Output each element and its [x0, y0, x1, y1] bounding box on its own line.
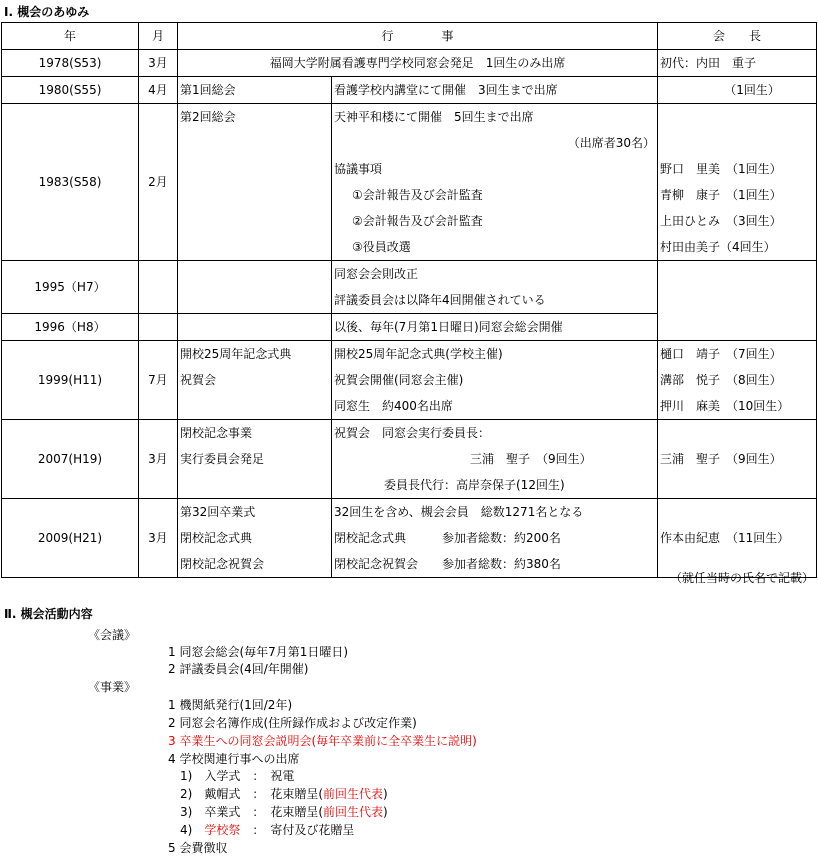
president-text: 樋口 靖子 （7回生）	[660, 347, 782, 361]
table-row	[2, 77, 817, 104]
month-cell: 7月	[139, 341, 178, 420]
year-cell: 1983(S58)	[2, 104, 139, 261]
president-cell	[658, 50, 817, 77]
list-item: 1 同窓会総会(毎年7月第1日曜日)	[168, 645, 349, 659]
president-text: 三浦 聖子 （9回生）	[660, 452, 782, 466]
jigyo-label: 《事業》	[88, 680, 137, 694]
detail-line: ①会計報告及び会計監査	[352, 188, 483, 202]
header-year: 年	[2, 23, 139, 50]
event-name: 閉校記念祝賀会	[180, 557, 265, 571]
event-detail: 看護学校内講堂にて開催 3回生まで出席	[334, 83, 558, 97]
event-detail-cell	[332, 77, 658, 104]
event-cell	[178, 50, 658, 77]
president-cell	[658, 77, 817, 104]
sub-item-highlight: 前回生代表	[323, 787, 384, 801]
month-cell: 3月	[139, 420, 178, 499]
header-event: 行 事	[178, 23, 658, 50]
list-item: 2 同窓会名簿作成(住所録作成および改定作業)	[168, 716, 417, 730]
president-text: 青柳 康子 （1回生）	[660, 188, 782, 202]
president-cell	[658, 499, 817, 578]
table-header-row	[2, 23, 817, 50]
list-item: 4 学校関連行事への出席	[168, 752, 300, 766]
table-row	[2, 50, 817, 77]
table-row	[2, 104, 817, 261]
detail-line: ②会計報告及び会計監査	[352, 214, 483, 228]
year-cell: 2007(H19)	[2, 420, 139, 499]
president-text: 上田ひとみ （3回生）	[660, 214, 782, 228]
president-cell	[658, 341, 817, 420]
sub-item-highlight: 前回生代表	[323, 805, 384, 819]
president-text: 押川 麻美 （10回生）	[660, 399, 790, 413]
president-cell	[658, 104, 817, 261]
event-name: 祝賀会	[180, 373, 217, 387]
detail-line: 三浦 聖子 （9回生）	[470, 452, 592, 466]
table-note: （就任当時の氏名で記載）	[669, 571, 814, 585]
year-cell: 1980(S55)	[2, 77, 139, 104]
list-item-highlight: 3 卒業生への同窓会説明会(毎年卒業前に全卒業生に説明)	[168, 734, 477, 748]
event-detail-cell	[332, 261, 658, 314]
sub-item	[180, 804, 388, 821]
event-detail-cell	[332, 314, 658, 341]
list-item: 5 会費徴収	[168, 841, 228, 855]
sub-item: 1) 入学式 ： 祝電	[180, 769, 295, 783]
president-text	[660, 287, 814, 313]
detail-line: 32回生を含め、槻会会員 総数1271名となる	[334, 505, 584, 519]
month-cell	[139, 261, 178, 314]
event-name-cell	[178, 104, 332, 261]
detail-line: 協議事項	[334, 162, 383, 176]
year-cell: 1995（H7）	[2, 261, 139, 314]
event-name-cell	[178, 77, 332, 104]
sub-item-text: ： 寄付及び花贈呈	[240, 823, 355, 837]
year-cell: 1978(S53)	[2, 50, 139, 77]
section2-title: Ⅱ. 槻会活動内容	[4, 607, 93, 621]
year-cell: 2009(H21)	[2, 499, 139, 578]
event-name: 第32回卒業式	[180, 505, 256, 519]
president-cell	[658, 420, 817, 499]
detail-line: 閉校記念式典 参加者総数：約200名	[334, 531, 561, 545]
detail-line: 以後、毎年(7月第1日曜日)同窓会総会開催	[334, 320, 563, 334]
president-text: 村田由美子（4回生）	[660, 240, 776, 254]
event-detail-cell	[332, 341, 658, 420]
month-cell: 2月	[139, 104, 178, 261]
detail-line: 委員長代行：高岸奈保子(12回生)	[384, 478, 565, 492]
history-table	[1, 22, 817, 578]
month-cell: 4月	[139, 77, 178, 104]
sub-item-text: )	[383, 787, 388, 801]
event-name: 第1回総会	[180, 83, 236, 97]
detail-line: （出席者30名）	[567, 136, 656, 150]
event-name-cell	[178, 314, 332, 341]
event-text: 福岡大学附属看護専門学校同窓会発足 1回生のみ出席	[269, 56, 566, 70]
sub-item-text: )	[383, 805, 388, 819]
detail-line: 天神平和楼にて開催 5回生まで出席	[334, 110, 534, 124]
president-cell	[658, 261, 817, 341]
event-detail-cell	[332, 420, 658, 499]
detail-line: 祝賀会 同窓会実行委員長：	[334, 426, 491, 440]
sub-item-text: 3) 卒業式 ： 花束贈呈(	[180, 805, 323, 819]
event-name: 閉校記念事業	[180, 426, 253, 440]
detail-line: 評議委員会は以降年4回開催されている	[334, 293, 546, 307]
event-detail-cell	[332, 104, 658, 261]
kaigi-label: 《会議》	[88, 628, 137, 642]
table-row	[2, 499, 817, 578]
event-name: 実行委員会発足	[180, 452, 265, 466]
list-item: 2 評議委員会(4回/年開催)	[168, 662, 309, 676]
header-month: 月	[139, 23, 178, 50]
sub-item-text: 4)	[180, 823, 205, 837]
table-row	[2, 341, 817, 420]
detail-line: 閉校記念祝賀会 参加者総数：約380名	[334, 557, 561, 571]
event-name: 閉校記念式典	[180, 531, 253, 545]
sub-item-highlight: 学校祭	[204, 823, 241, 837]
event-name: 開校25周年記念式典	[180, 347, 292, 361]
month-cell: 3月	[139, 499, 178, 578]
president-text: 作本由紀恵 （11回生）	[660, 531, 790, 545]
detail-line: 同窓会会則改正	[334, 267, 419, 281]
president-text: （1回生）	[724, 83, 780, 97]
table-row	[2, 261, 817, 314]
year-cell: 1996（H8）	[2, 314, 139, 341]
year-cell: 1999(H11)	[2, 341, 139, 420]
event-name-cell	[178, 261, 332, 314]
detail-line: ③役員改選	[352, 240, 411, 254]
sub-item	[180, 822, 354, 839]
event-name-cell	[178, 341, 332, 420]
detail-line: 開校25周年記念式典(学校主催)	[334, 347, 503, 361]
sub-item-text: 2) 戴帽式 ： 花束贈呈(	[180, 787, 323, 801]
sub-item	[180, 786, 388, 803]
section1-title: Ⅰ. 槻会のあゆみ	[4, 5, 90, 19]
table-row	[2, 420, 817, 499]
event-name: 第2回総会	[180, 110, 236, 124]
month-cell: 3月	[139, 50, 178, 77]
president-text: 野口 里美 （1回生）	[660, 162, 782, 176]
header-president: 会 長	[658, 23, 817, 50]
list-item: 1 機関紙発行(1回/2年)	[168, 698, 293, 712]
president-text: 初代：内田 重子	[660, 56, 757, 70]
president-text	[660, 313, 814, 339]
detail-line: 祝賀会開催(同窓会主催)	[334, 373, 464, 387]
president-text: 溝部 悦子 （8回生）	[660, 373, 782, 387]
month-cell	[139, 314, 178, 341]
detail-line: 同窓生 約400名出席	[334, 399, 453, 413]
event-name-cell	[178, 420, 332, 499]
event-name-cell	[178, 499, 332, 578]
event-detail-cell	[332, 499, 658, 578]
